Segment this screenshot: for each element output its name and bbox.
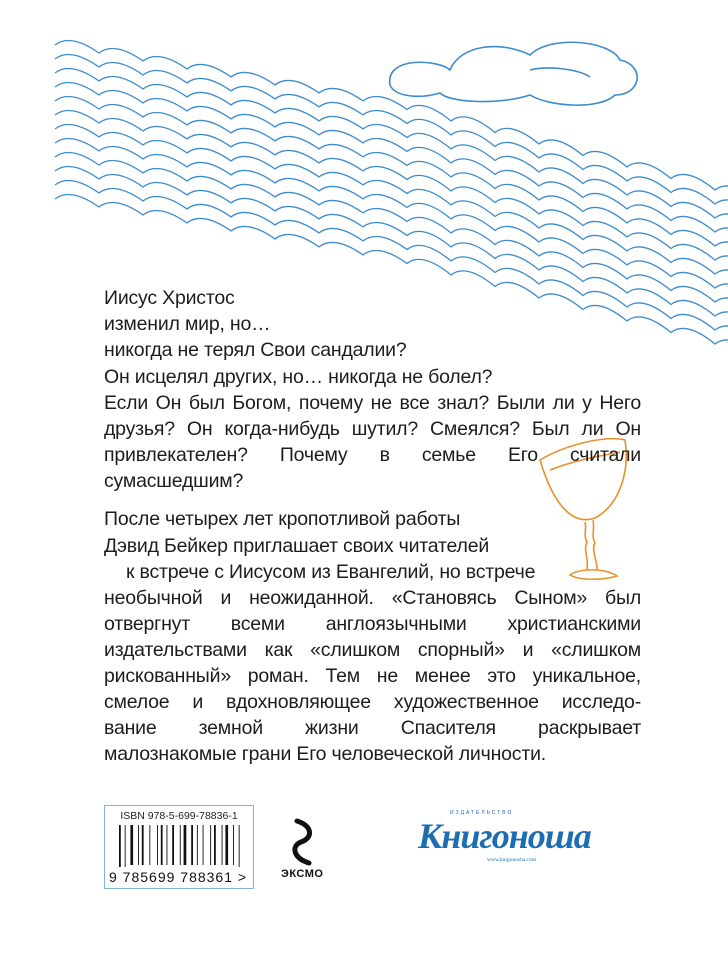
- text-line: Он исцелял других, но… никогда не болел?: [104, 366, 493, 388]
- barcode-bar: [239, 825, 240, 867]
- text-line: Если Он был Богом, почему не все знал? Были ли у Него: [104, 392, 641, 414]
- text-line: привлекателен? Почему в семье Его считали: [104, 444, 641, 466]
- barcode-bar: [167, 825, 168, 865]
- barcode-bar: [197, 825, 198, 865]
- barcode-bar: [125, 825, 126, 867]
- isbn-label: ISBN 978-5-699-78836-1: [120, 810, 238, 822]
- text-line: После четырех лет кропотливой работы: [104, 508, 461, 530]
- barcode-bar: [180, 825, 181, 865]
- knigonosha-url: www.knigonosha.com: [487, 857, 537, 863]
- wave-line: [55, 110, 728, 271]
- barcode-bar: [233, 825, 234, 865]
- text-line: рискованный» роман. Тем не менее это уникальное,: [104, 665, 641, 687]
- barcode-bar: [130, 825, 133, 865]
- barcode-bar: [142, 825, 144, 865]
- barcode-bars: [119, 825, 241, 867]
- text-line: смелое и вдохновляющее художественное исследо-: [104, 691, 641, 713]
- text-line: изменил мир, но…: [104, 313, 271, 335]
- text-line: малознакомые грани Его человеческой личности.: [104, 743, 546, 765]
- barcode-bar: [225, 825, 228, 865]
- text-line: необычной и неожиданной. «Становясь Сыном» был: [104, 587, 641, 609]
- barcode-bar: [138, 825, 139, 865]
- text-line: к встрече с Иисусом из Евангелий, но встрече: [126, 561, 536, 583]
- knigonosha-subtitle: ИЗДАТЕЛЬСТВО: [450, 810, 514, 816]
- eksmo-logo-text: ЭКСМО: [281, 868, 324, 880]
- text-line: Дэвид Бейкер приглашает своих читателей: [104, 535, 490, 557]
- barcode-bar: [149, 825, 150, 865]
- barcode-bar: [203, 825, 204, 865]
- barcode: [104, 805, 254, 889]
- barcode-bar: [172, 825, 174, 865]
- barcode-bar: [210, 825, 211, 865]
- knigonosha-name: Книгоноша: [418, 816, 591, 856]
- text-line: никогда не терял Свои сандалии?: [104, 339, 407, 361]
- wave-line: [55, 124, 728, 285]
- barcode-bar: [214, 825, 216, 865]
- eksmo-logo-icon: [283, 818, 323, 866]
- ean-number: 9 785699 788361 >: [109, 869, 248, 885]
- text-line: отвергнут всеми англоязычными христианскими: [104, 613, 641, 635]
- barcode-bar: [222, 825, 223, 865]
- text-line: вание земной жизни Спасителя раскрывает: [104, 717, 641, 739]
- text-line: сумасшедшим?: [104, 470, 244, 492]
- wave-line: [55, 96, 728, 257]
- barcode-bar: [157, 825, 158, 865]
- barcode-bar: [119, 825, 121, 867]
- barcode-bar: [161, 825, 163, 865]
- wave-line: [55, 138, 728, 299]
- text-line: друзья? Он когда-нибудь шутил? Смеялся? Был ли Он: [104, 418, 641, 440]
- barcode-bar: [184, 825, 187, 865]
- text-line: Иисус Христос: [104, 287, 235, 309]
- text-line: издательствами как «слишком спорный» и «слишком: [104, 639, 641, 661]
- barcode-bar: [191, 825, 193, 865]
- cloud-illustration: [380, 15, 650, 110]
